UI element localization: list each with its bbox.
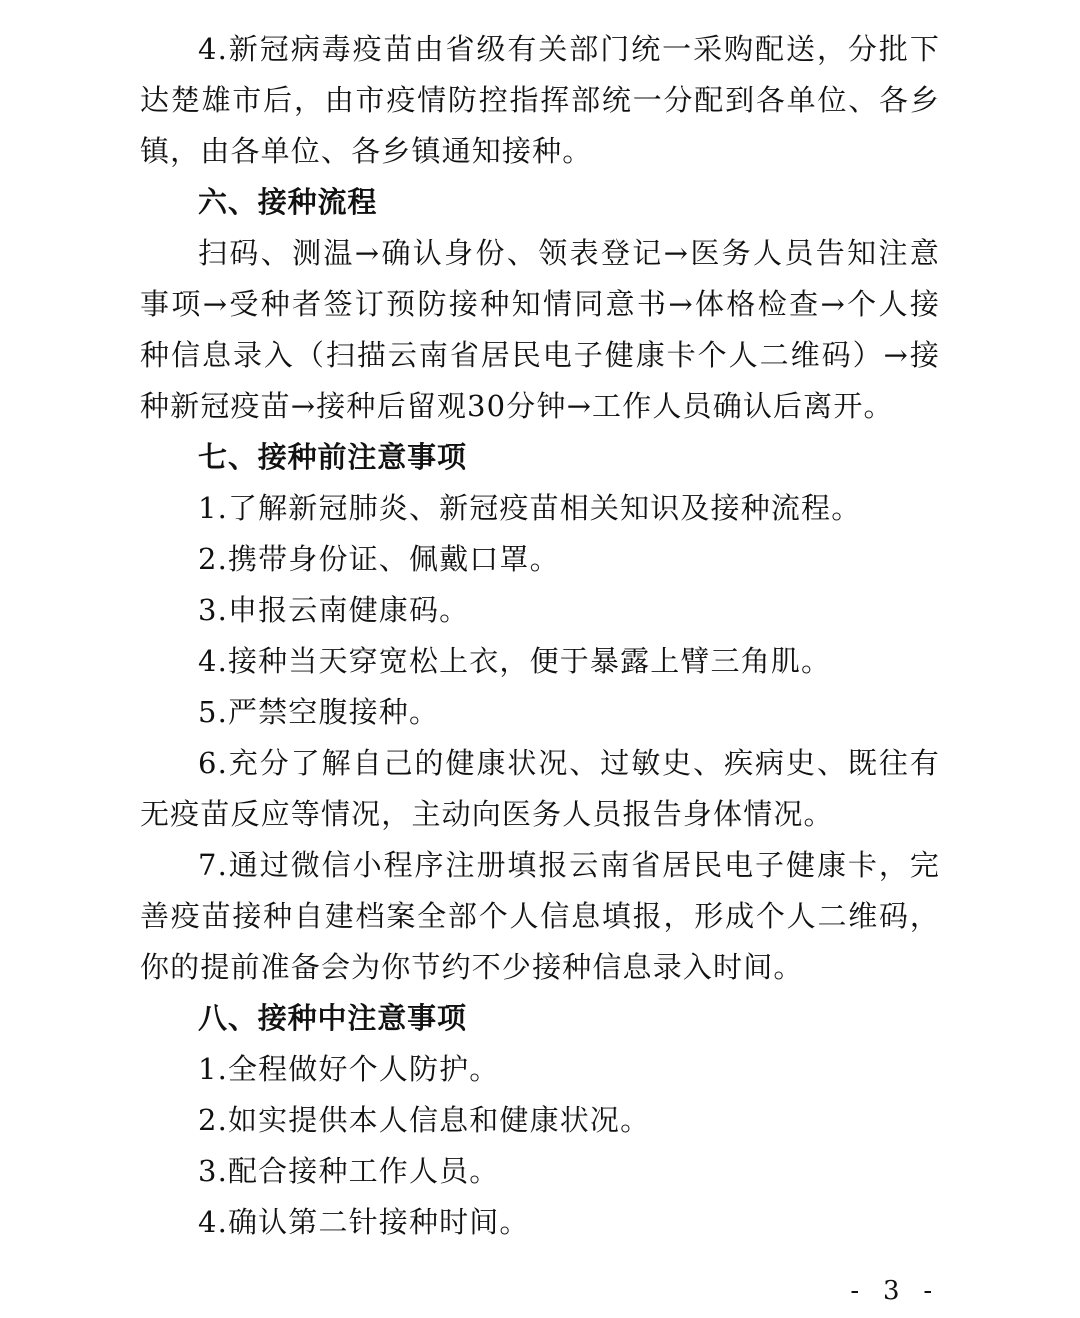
- heading-during-vaccination-notes: 八、接种中注意事项: [198, 1001, 467, 1035]
- heading-pre-vaccination-notes: 七、接种前注意事项: [198, 440, 467, 474]
- list-item-pre-5: 5.严禁空腹接种。: [198, 695, 440, 729]
- list-item-pre-7: 7.通过微信小程序注册填报云南省居民电子健康卡，完善疫苗接种自建档案全部个人信息填报，形成个人二维码，你的提前准备会为你节约不少接种信息录入时间。: [140, 848, 940, 984]
- paragraph-4-distribution: 4.新冠病毒疫苗由省级有关部门统一采购配送，分批下达楚雄市后，由市疫情防控指挥部统一分配到各单位、各乡镇，由各单位、各乡镇通知接种。: [140, 32, 940, 168]
- heading-vaccination-process: 六、接种流程: [198, 185, 378, 219]
- page-number: - 3 -: [850, 1276, 940, 1306]
- list-item-pre-4: 4.接种当天穿宽松上衣，便于暴露上臂三角肌。: [198, 644, 832, 678]
- list-item-during-3: 3.配合接种工作人员。: [198, 1154, 500, 1188]
- paragraph-process-steps: 扫码、测温→确认身份、领表登记→医务人员告知注意事项→受种者签订预防接种知情同意书→体格检查→个人接种信息录入（扫描云南省居民电子健康卡个人二维码）→接种新冠疫苗→接种后留观30分钟→工作人员确认后离开。: [140, 236, 940, 423]
- document-body: [140, 24, 940, 1248]
- list-item-pre-2: 2.携带身份证、佩戴口罩。: [198, 542, 560, 576]
- list-item-pre-3: 3.申报云南健康码。: [198, 593, 470, 627]
- list-item-pre-6: 6.充分了解自己的健康状况、过敏史、疾病史、既往有无疫苗反应等情况，主动向医务人员报告身体情况。: [140, 746, 940, 831]
- list-item-during-1: 1.全程做好个人防护。: [198, 1052, 500, 1086]
- list-item-during-4: 4.确认第二针接种时间。: [198, 1205, 530, 1239]
- list-item-pre-1: 1.了解新冠肺炎、新冠疫苗相关知识及接种流程。: [198, 491, 862, 525]
- list-item-during-2: 2.如实提供本人信息和健康状况。: [198, 1103, 651, 1137]
